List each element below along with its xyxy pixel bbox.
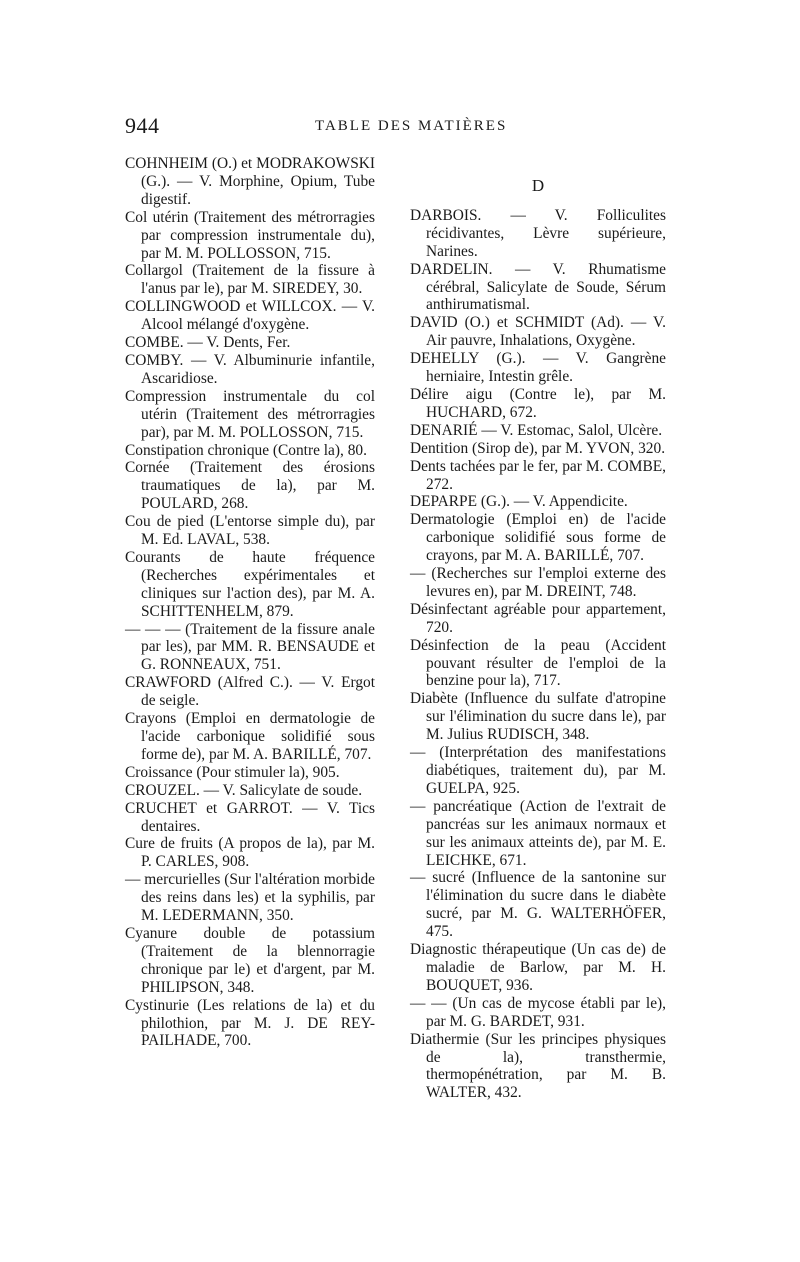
index-entry: Courants de haute fréquence (Recherches expérimentales et cliniques sur l'action des), par M. A. SCHITTENHELM, 879. xyxy=(125,548,375,620)
index-entry: Collargol (Traitement de la fissure à l'anus par le), par M. SIREDEY, 30. xyxy=(125,262,375,298)
index-entry: Dents tachées par le fer, par M. COMBE, 272. xyxy=(410,457,666,493)
index-entry: DAVID (O.) et SCHMIDT (Ad). — V. Air pauvre, Inhalations, Oxygène. xyxy=(410,314,666,350)
index-entry: Diathermie (Sur les principes physiques de la), transthermie, thermopénétration, par M. B. WALTER, 432. xyxy=(410,1030,666,1102)
index-entry: Dermatologie (Emploi en) de l'acide carbonique solidifié sous forme de crayons, par M. A. BARILLÉ, 707. xyxy=(410,511,666,565)
index-entry: — — — (Traitement de la fissure anale par les), par MM. R. BENSAUDE et G. RONNEAUX, 751. xyxy=(125,620,375,674)
left-column xyxy=(125,155,375,1050)
index-entry: Col utérin (Traitement des métrorragies par compression instrumentale du), par M. M. POLLOSSON, 715. xyxy=(125,208,375,262)
index-entry: COHNHEIM (O.) et MODRAKOWSKI (G.). — V. Morphine, Opium, Tube digestif. xyxy=(125,155,375,208)
index-entry: Désinfectant agréable pour appartement, 720. xyxy=(410,600,666,636)
index-entry: Diagnostic thérapeutique (Un cas de) de maladie de Barlow, par M. H. BOUQUET, 936. xyxy=(410,941,666,994)
index-entry: COMBY. — V. Albuminurie infantile, Ascaridiose. xyxy=(125,351,375,387)
index-entry: DARBOIS. — V. Folliculites récidivantes, Lèvre supérieure, Narines. xyxy=(410,206,666,260)
index-entry: DEHELLY (G.). — V. Gangrène herniaire, Intestin grêle. xyxy=(410,350,666,386)
index-entry: — sucré (Influence de la santonine sur l'élimination du sucre dans le diabète sucré, par M. G. WALTERHÖFER, 475. xyxy=(410,869,666,941)
index-entry: Diabète (Influence du sulfate d'atropine sur l'élimination du sucre dans le), par M. Julius RUDISCH, 348. xyxy=(410,690,666,744)
index-entry: Cure de fruits (A propos de la), par M. P. CARLES, 908. xyxy=(125,835,375,871)
index-entry: CRAWFORD (Alfred C.). — V. Ergot de seigle. xyxy=(125,674,375,710)
index-entry: Délire aigu (Contre le), par M. HUCHARD, 672. xyxy=(410,385,666,421)
index-entry: Dentition (Sirop de), par M. YVON, 320. xyxy=(410,439,666,457)
index-entry: DENARIÉ — V. Estomac, Salol, Ulcère. xyxy=(410,421,663,439)
index-entry: COMBE. — V. Dents, Fer. xyxy=(125,334,291,352)
index-entry: Cou de pied (L'entorse simple du), par M. Ed. LAVAL, 538. xyxy=(125,513,375,549)
index-entry: — (Interprétation des manifestations diabétiques, traitement du), par M. GUELPA, 925. xyxy=(410,744,666,797)
letter-heading: D xyxy=(531,176,545,195)
index-entry: CROUZEL. — V. Salicylate de soude. xyxy=(125,781,363,799)
index-entry: Crayons (Emploi en dermatologie de l'acide carbonique solidifié sous forme de), par M. A. BARILLÉ, 707. xyxy=(125,710,375,763)
index-entry: Cystinurie (Les relations de la) et du philothion, par M. J. DE REY-PAILHADE, 700. xyxy=(125,996,375,1050)
index-entry: CRUCHET et GARROT. — V. Tics dentaires. xyxy=(125,799,375,835)
index-entry: — pancréatique (Action de l'extrait de pancréas sur les animaux normaux et sur les animaux atteints de), par M. E. LEICHKE, 671. xyxy=(410,797,666,869)
running-title: TABLE DES MATIÈRES xyxy=(315,118,508,134)
index-entry: Cyanure double de potassium (Traitement de la blennorragie chronique par le) et d'argent, par M. PHILIPSON, 348. xyxy=(125,924,375,996)
index-entry: Désinfection de la peau (Accident pouvant résulter de l'emploi de la benzine pour la), 717. xyxy=(410,636,666,690)
index-entry: — (Recherches sur l'emploi externe des levures en), par M. DREINT, 748. xyxy=(410,565,666,600)
index-entry: — mercurielles (Sur l'altération morbide des reins dans les) et la syphilis, par M. LEDERMANN, 350. xyxy=(125,871,375,925)
index-entry: — — (Un cas de mycose établi par le), par M. G. BARDET, 931. xyxy=(410,994,666,1030)
index-entry: DEPARPE (G.). — V. Appendicite. xyxy=(410,493,628,511)
right-column xyxy=(410,155,666,1102)
index-entry: Compression instrumentale du col utérin (Traitement des métrorragies par), par M. M. POLLOSSON, 715. xyxy=(125,387,375,441)
index-entry: DARDELIN. — V. Rhumatisme cérébral, Salicylate de Soude, Sérum anthirumatismal. xyxy=(410,260,666,314)
index-entry: Cornée (Traitement des érosions traumatiques de la), par M. POULARD, 268. xyxy=(125,459,375,513)
index-entry: COLLINGWOOD et WILLCOX. — V. Alcool mélangé d'oxygène. xyxy=(125,298,375,334)
page-number: 944 xyxy=(125,113,160,138)
index-entry: Constipation chronique (Contre la), 80. xyxy=(125,441,367,459)
index-entry: Croissance (Pour stimuler la), 905. xyxy=(125,763,340,781)
